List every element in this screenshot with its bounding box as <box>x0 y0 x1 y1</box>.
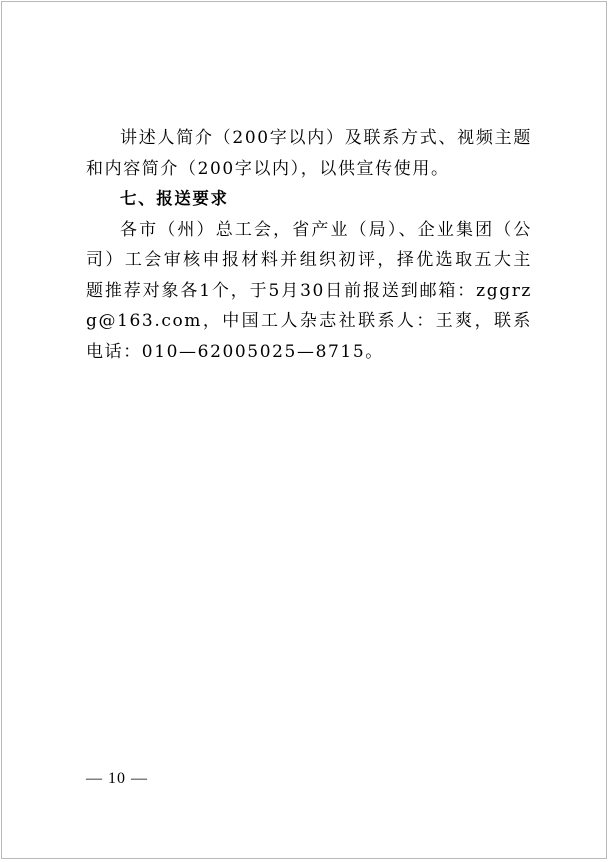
submission-paragraph: 各市（州）总工会，省产业（局）、企业集团（公司）工会审核申报材料并组织初评，择优选取五大主题推荐对象各1个，于5月30日前报送到邮箱：zggrzg@163.com，中国工人杂志社联系人：王爽，联系电话：010—62005025—8715。 <box>86 219 532 362</box>
page-body <box>86 123 532 367</box>
section-heading: 七、报送要求 <box>120 189 229 208</box>
document-page <box>1 1 607 859</box>
intro-paragraph: 讲述人简介（200字以内）及联系方式、视频主题和内容简介（200字以内），以供宣传使用。 <box>86 128 532 179</box>
page-number: — 10 — <box>86 770 148 787</box>
